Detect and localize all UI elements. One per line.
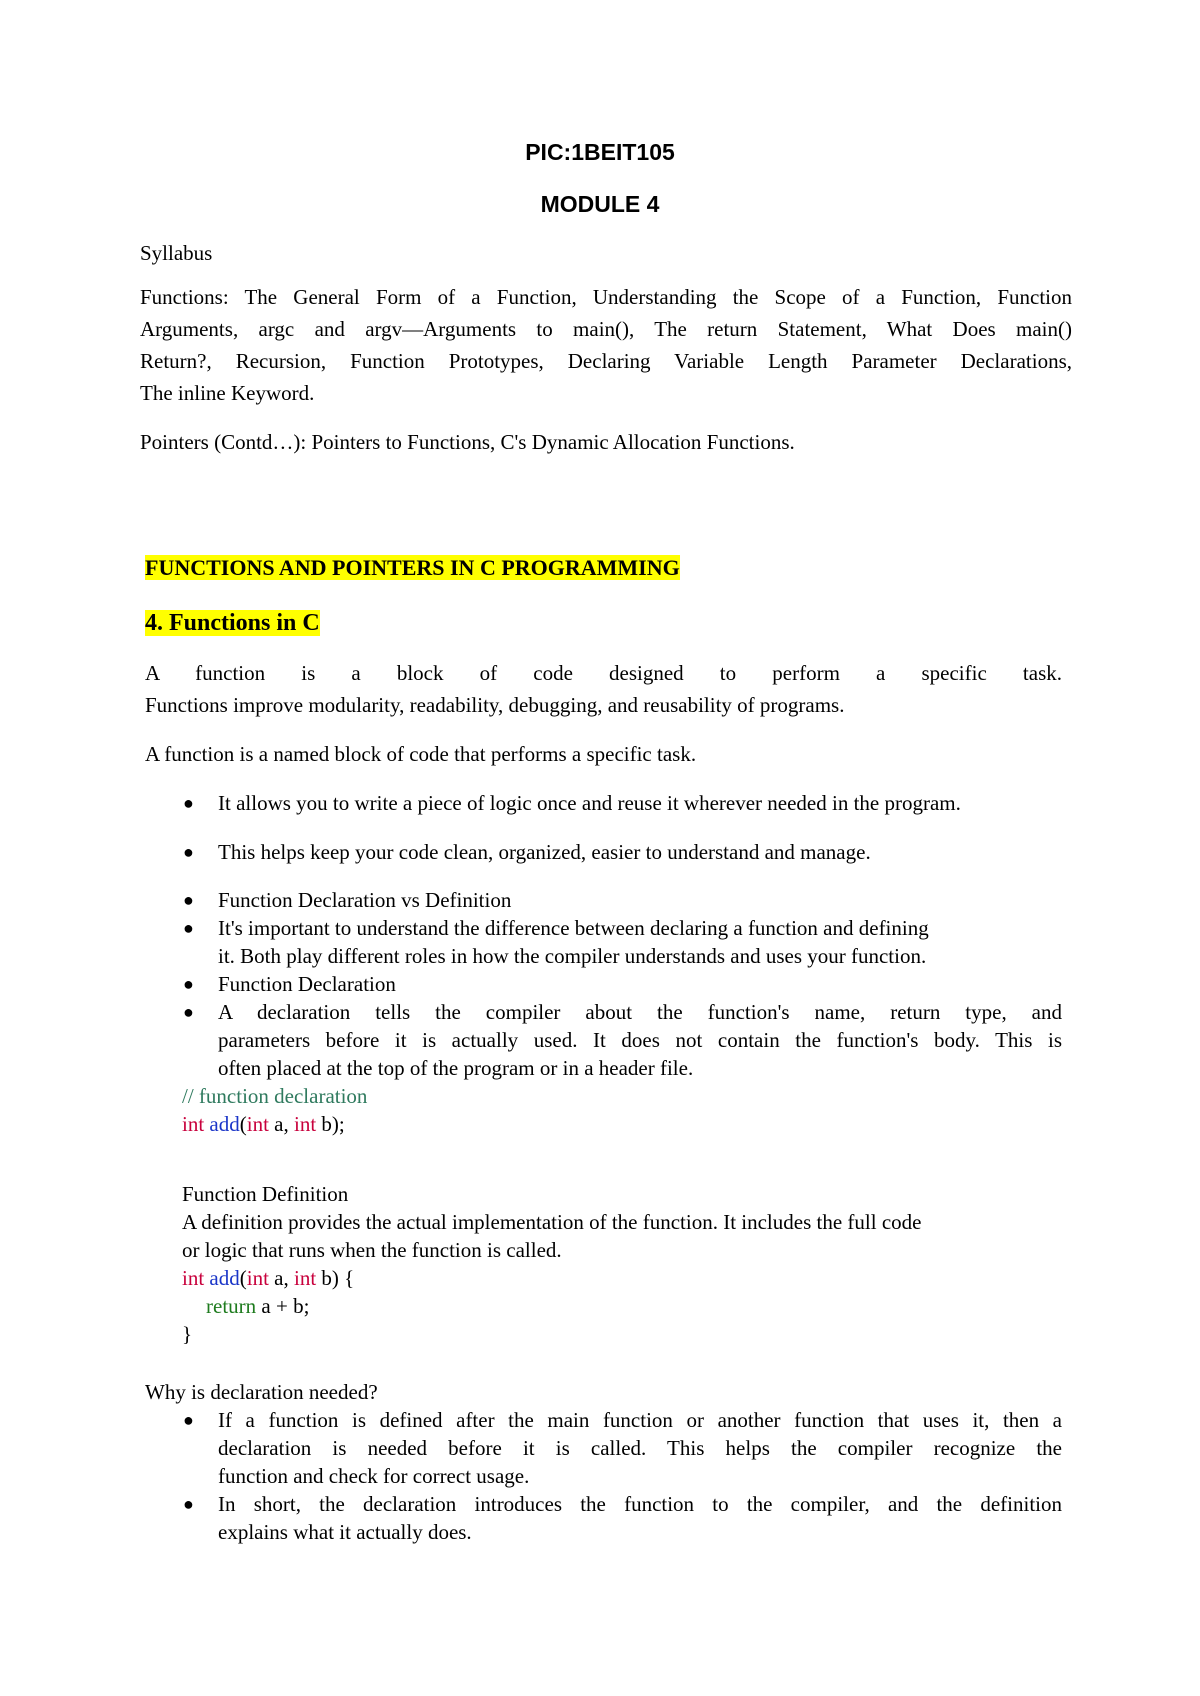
code-keyword: int (182, 1266, 205, 1290)
code-comment: // function declaration (182, 1084, 368, 1108)
code-text: ( (239, 1266, 247, 1290)
code-definition-line (182, 1264, 354, 1292)
intro-named-block: A function is a named block of code that performs a specific task. (145, 742, 697, 766)
code-text: b); (316, 1112, 345, 1136)
code-text: a + b; (256, 1294, 310, 1318)
bullet-dot: ● (183, 1410, 194, 1430)
intro-line-2: Functions improve modularity, readability, debugging, and reusability of programs. (145, 693, 845, 717)
code-keyword: int (182, 1112, 205, 1136)
why-bullet-1-line-2: declaration is needed before it is called. This helps the compiler recognize the (218, 1436, 1062, 1460)
code-function-name: add (209, 1266, 240, 1290)
subsection-title (145, 608, 320, 638)
why-bullet-1-line-1: If a function is defined after the main function or another function that uses it, then a (218, 1408, 1062, 1432)
bullet-dot: ● (183, 842, 194, 862)
section-title (145, 553, 680, 583)
bullet-dot: ● (183, 918, 194, 938)
intro-line-1: A function is a block of code designed to perform a specific task. (145, 661, 1062, 685)
code-return-line (206, 1292, 309, 1320)
code-text: b) { (316, 1266, 355, 1290)
syllabus-pointers-line: Pointers (Contd…): Pointers to Functions, C's Dynamic Allocation Functions. (140, 430, 795, 454)
bullet-dot: ● (183, 1002, 194, 1022)
code-text: ( (239, 1112, 247, 1136)
syllabus-label: Syllabus (140, 241, 213, 265)
bullet-dot: ● (183, 793, 194, 813)
bullet-dot: ● (183, 890, 194, 910)
definition-title: Function Definition (182, 1182, 349, 1206)
syllabus-functions-line-2: Arguments, argc and argv—Arguments to main(), The return Statement, What Does main() (140, 317, 1072, 341)
code-keyword: int (294, 1266, 317, 1290)
code-declaration-line (182, 1110, 345, 1138)
decl-bullet-4-line-1: A declaration tells the compiler about the function's name, return type, and (218, 1000, 1062, 1024)
code-keyword: int (246, 1112, 269, 1136)
decl-bullet-4-line-2: parameters before it is actually used. It does not contain the function's body. This is (218, 1028, 1062, 1052)
code-text: a, (268, 1266, 294, 1290)
decl-bullet-3: Function Declaration (218, 972, 396, 996)
why-bullet-2-line-1: In short, the declaration introduces the function to the compiler, and the definition (218, 1492, 1062, 1516)
syllabus-functions-line-1: Functions: The General Form of a Function, Understanding the Scope of a Function, Function (140, 285, 1072, 309)
bullet-dot: ● (183, 1494, 194, 1514)
why-title: Why is declaration needed? (145, 1380, 378, 1404)
decl-bullet-2-line-2: it. Both play different roles in how the compiler understands and uses your function. (218, 944, 927, 968)
code-text: a, (268, 1112, 294, 1136)
decl-bullet-4-line-3: often placed at the top of the program or in a header file. (218, 1056, 694, 1080)
decl-bullet-2-line-1: It's important to understand the difference between declaring a function and defining (218, 916, 929, 940)
course-code-heading: PIC:1BEIT105 (525, 139, 675, 165)
why-bullet-1-line-3: function and check for correct usage. (218, 1464, 530, 1488)
why-bullet-2-line-2: explains what it actually does. (218, 1520, 472, 1544)
decl-bullet-1: Function Declaration vs Definition (218, 888, 512, 912)
code-keyword: int (246, 1266, 269, 1290)
bullet-main-2: This helps keep your code clean, organized, easier to understand and manage. (218, 840, 871, 864)
module-heading: MODULE 4 (540, 191, 660, 217)
subsection-title-text: 4. Functions in C (145, 610, 320, 636)
code-close-brace: } (182, 1322, 193, 1346)
code-keyword: int (294, 1112, 317, 1136)
syllabus-functions-line-4: The inline Keyword. (140, 381, 315, 405)
code-function-name: add (209, 1112, 240, 1136)
bullet-dot: ● (183, 974, 194, 994)
code-return-keyword: return (206, 1294, 257, 1318)
definition-line-2: or logic that runs when the function is called. (182, 1238, 562, 1262)
section-title-text: FUNCTIONS AND POINTERS IN C PROGRAMMING (145, 555, 680, 580)
definition-line-1: A definition provides the actual implementation of the function. It includes the full code (182, 1210, 922, 1234)
bullet-main-1: It allows you to write a piece of logic once and reuse it wherever needed in the program. (218, 791, 961, 815)
syllabus-functions-line-3: Return?, Recursion, Function Prototypes, Declaring Variable Length Parameter Declarations, (140, 349, 1072, 373)
